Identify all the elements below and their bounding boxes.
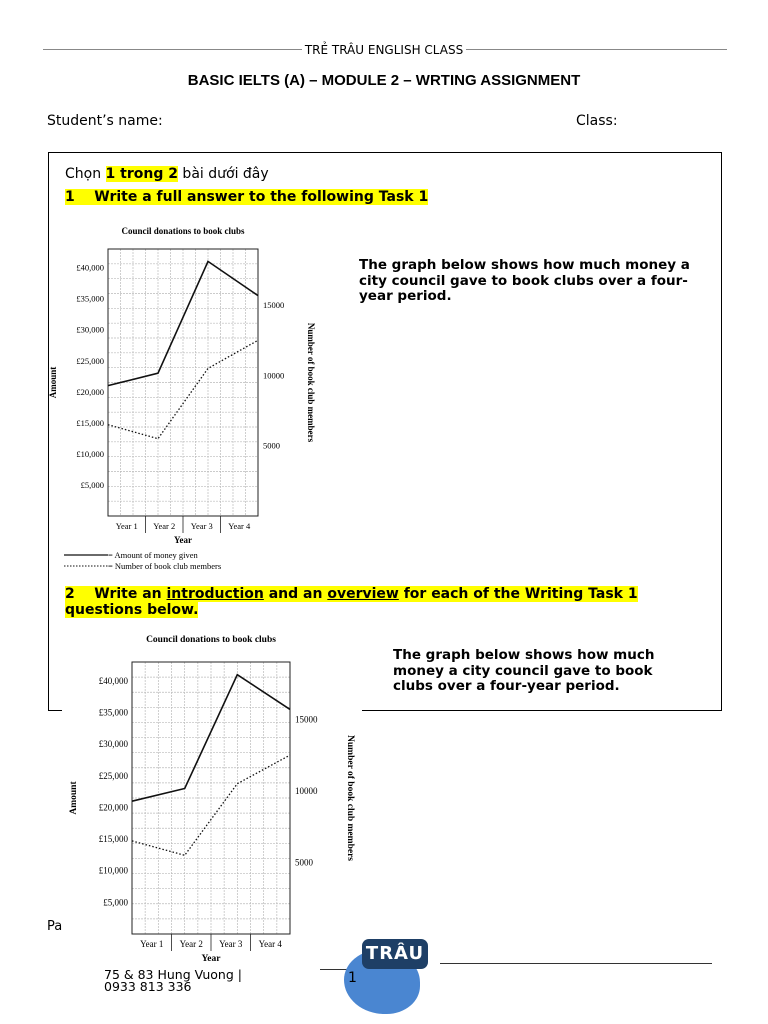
x-tick-label: Year 3 [190, 521, 213, 531]
legend-members-label: = Number of book club members [108, 561, 222, 571]
logo-text: TRÂU [365, 943, 425, 964]
x-tick-label: Year 2 [179, 939, 203, 949]
chart-title: Council donations to book clubs [146, 635, 276, 645]
task1-description: The graph below shows how much money a city council gave to book clubs over a four-year period. [359, 257, 690, 304]
x-tick-label: Year 1 [115, 521, 138, 531]
task2-part3: for each of the Writing Task 1 questions below. [65, 586, 638, 618]
y2-axis-label: Number of book club members [306, 322, 316, 443]
x-axis-label: Year [201, 954, 221, 964]
footer-phone [104, 979, 192, 994]
school-name-container [0, 43, 768, 57]
y-tick-label: £5,000 [103, 897, 128, 908]
y-tick-label: £10,000 [76, 448, 104, 459]
y2-tick-label: 5000 [295, 857, 313, 868]
x-tick-label: Year 4 [258, 939, 282, 949]
student-name-label: Student’s name: [47, 113, 163, 129]
y2-tick-label: 15000 [295, 714, 318, 725]
chart-1 [50, 212, 315, 574]
legend-money-label: = Amount of money given [108, 550, 198, 560]
page-number: 1 [348, 970, 357, 986]
y-tick-label: £5,000 [80, 479, 104, 490]
footer-phone-text: 0933 813 336 [104, 979, 192, 994]
y-tick-label: £40,000 [98, 675, 128, 686]
task1-text: Write a full answer to the following Task 1 [94, 189, 429, 205]
task2-heading [65, 586, 665, 618]
y2-tick-label: 5000 [263, 440, 280, 451]
y2-tick-label: 10000 [263, 370, 285, 381]
y-tick-label: £35,000 [76, 293, 104, 304]
task2-description: The graph below shows how much money a city council gave to book clubs over a four-year period. [393, 647, 655, 694]
y2-tick-label: 10000 [295, 785, 318, 796]
y-tick-label: £35,000 [98, 707, 128, 718]
task2-part1: Write an [94, 586, 167, 602]
chart-title: Council donations to book clubs [121, 226, 245, 236]
instruction-suffix: bài dưới đây [177, 166, 269, 182]
task2-part2: and an [263, 586, 328, 602]
x-tick-label: Year 3 [219, 939, 243, 949]
y-tick-label: £15,000 [76, 417, 104, 428]
task1-heading [65, 189, 428, 205]
y-tick-label: £30,000 [98, 739, 128, 750]
y-tick-label: £15,000 [98, 834, 128, 845]
instruction-line [65, 166, 269, 182]
y-tick-label: £30,000 [76, 324, 104, 335]
y2-tick-label: 15000 [263, 300, 285, 311]
instruction-highlight: 1 trong 2 [105, 166, 178, 182]
instruction-prefix: Chọn [65, 166, 106, 182]
task2-overview-word: overview [327, 586, 399, 602]
footer-rule-right [440, 963, 712, 964]
y-tick-label: £40,000 [76, 262, 104, 273]
y-axis-label: Amount [69, 781, 79, 815]
footer-address: 75 & 83 Hung Vuong | [104, 967, 242, 982]
y-tick-label: £10,000 [98, 865, 128, 876]
y-tick-label: £20,000 [76, 386, 104, 397]
y-axis-label: Amount [48, 366, 58, 399]
y-tick-label: £25,000 [76, 355, 104, 366]
y-tick-label: £20,000 [98, 802, 128, 813]
task1-number: 1 [65, 189, 75, 205]
task2-number: 2 [65, 586, 75, 602]
x-axis-label: Year [174, 535, 192, 545]
footer-partial-text: Pa [47, 919, 63, 934]
x-tick-label: Year 2 [153, 521, 176, 531]
page-title: BASIC IELTS (A) – MODULE 2 – WRTING ASSIGNMENT [187, 72, 581, 89]
x-tick-label: Year 4 [228, 521, 251, 531]
y-tick-label: £25,000 [98, 770, 128, 781]
y2-axis-label: Number of book club members [345, 735, 355, 861]
logo [362, 939, 428, 969]
chart-2-svg [62, 624, 362, 966]
x-tick-label: Year 1 [140, 939, 164, 949]
chart-2 [62, 624, 362, 966]
class-label: Class: [576, 113, 618, 129]
task2-introduction-word: introduction [166, 586, 264, 602]
chart-1-svg [50, 212, 315, 574]
school-name: TRẺ TRÂU ENGLISH CLASS [302, 43, 466, 57]
